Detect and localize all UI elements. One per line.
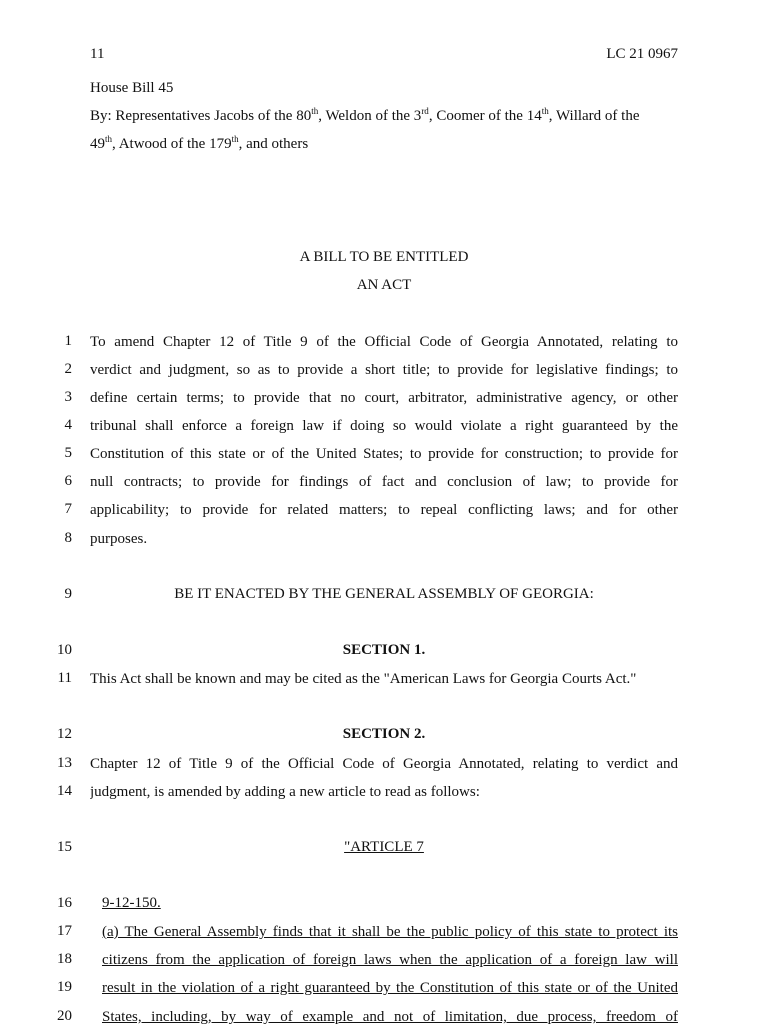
line-text: Constitution of this state or of the United States; to provide for construction; to provide for: [90, 446, 678, 462]
line-number: 4: [64, 417, 72, 433]
line-number: 9: [64, 586, 72, 602]
line-number: 2: [64, 361, 72, 377]
line-text: verdict and judgment, so as to provide a short title; to provide for legislative findings; to: [90, 362, 678, 378]
line-text: tribunal shall enforce a foreign law if doing so would violate a right guaranteed by the: [90, 418, 678, 434]
line-number: 17: [57, 923, 72, 939]
line-text: result in the violation of a right guaranteed by the Constitution of this state or of the United: [102, 980, 678, 996]
enacting-clause: BE IT ENACTED BY THE GENERAL ASSEMBLY OF GEORGIA:: [174, 586, 594, 602]
line-number: 1: [64, 333, 72, 349]
lc-code: LC 21 0967: [606, 46, 678, 62]
code-section-number: 9-12-150.: [102, 895, 161, 911]
line-text: States, including, by way of example and not of limitation, due process, freedom of: [102, 1009, 678, 1025]
line-text: (a) The General Assembly finds that it shall be the public policy of this state to protect its: [102, 924, 678, 940]
sponsors-line-1: By: Representatives Jacobs of the 80th, Weldon of the 3rd, Coomer of the 14th, Willard of the: [90, 106, 640, 124]
line-number: 10: [57, 642, 72, 658]
bill-number: House Bill 45: [90, 80, 174, 96]
line-number: 19: [57, 979, 72, 995]
line-text: This Act shall be known and may be cited as the "American Laws for Georgia Courts Act.": [90, 671, 637, 687]
line-text: define certain terms; to provide that no court, arbitrator, administrative agency, or other: [90, 390, 678, 406]
line-text: To amend Chapter 12 of Title 9 of the Official Code of Georgia Annotated, relating to: [90, 334, 678, 350]
line-number: 12: [57, 726, 72, 742]
line-text: applicability; to provide for related matters; to repeal conflicting laws; and for other: [90, 502, 678, 518]
line-number: 11: [57, 670, 72, 686]
page-number: 11: [90, 46, 105, 62]
line-number: 6: [64, 473, 72, 489]
line-number: 7: [64, 501, 72, 517]
line-text: null contracts; to provide for findings of fact and conclusion of law; to provide for: [90, 474, 678, 490]
line-text: citizens from the application of foreign laws when the application of a foreign law will: [102, 952, 678, 968]
line-number: 14: [57, 783, 72, 799]
line-number: 15: [57, 839, 72, 855]
line-text: Chapter 12 of Title 9 of the Official Code of Georgia Annotated, relating to verdict and: [90, 756, 678, 772]
line-number: 20: [57, 1008, 72, 1024]
section-heading: SECTION 2.: [342, 726, 426, 742]
line-number: 3: [64, 389, 72, 405]
section-heading: SECTION 1.: [342, 642, 426, 658]
line-text: purposes.: [90, 531, 148, 547]
line-number: 13: [57, 755, 72, 771]
bill-title-line-2: AN ACT: [356, 277, 412, 293]
bill-title-line-1: A BILL TO BE ENTITLED: [299, 249, 469, 265]
line-number: 18: [57, 951, 72, 967]
article-heading: "ARTICLE 7: [344, 839, 424, 855]
line-text: judgment, is amended by adding a new article to read as follows:: [90, 784, 480, 800]
line-number: 5: [64, 445, 72, 461]
line-number: 8: [64, 530, 72, 546]
line-number: 16: [57, 895, 72, 911]
sponsors-line-2: 49th, Atwood of the 179th, and others: [90, 134, 309, 152]
